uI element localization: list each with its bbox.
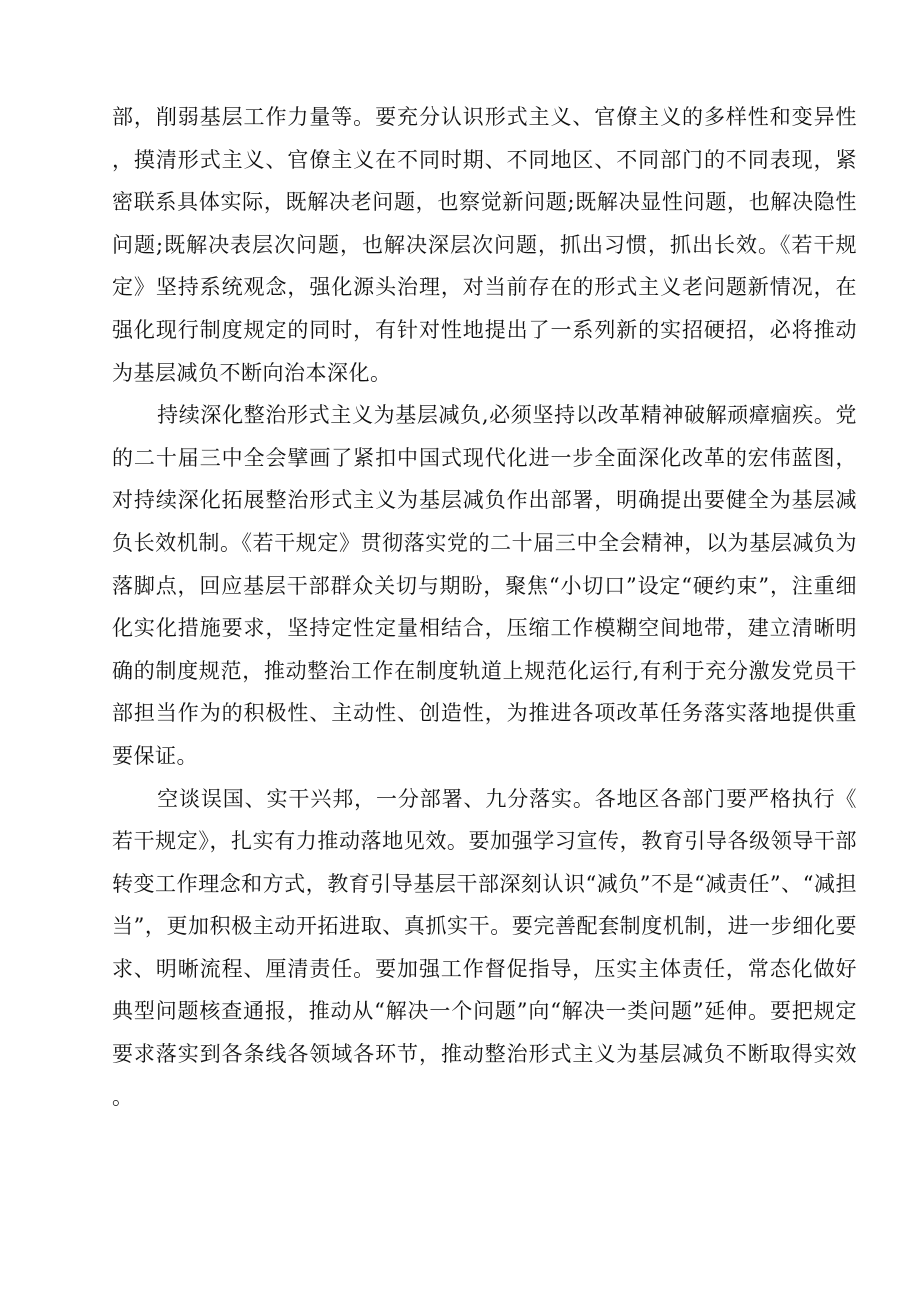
- paragraph-reform-spirit: 持续深化整治形式主义为基层减负,必须坚持以改革精神破解顽瘴痼疾。党的二十届三中全会擘画了紧扣中国式现代化进一步全面深化改革的宏伟蓝图，对持续深化拓展整治形式主义为基层减负作出部署，明确提出要健全为基层减负长效机制。《若干规定》贯彻落实党的二十届三中全会精神，以为基层减负为落脚点，回应基层干部群众关切与期盼，聚焦“小切口”设定“硬约束”，注重细化实化措施要求，坚持定性定量相结合，压缩工作模糊空间地带，建立清晰明确的制度规范，推动整治工作在制度轨道上规范化运行,有利于充分激发党员干部担当作为的积极性、主动性、创造性，为推进各项改革任务落实落地提供重要保证。: [112, 403, 857, 768]
- paragraph-continued: 部，削弱基层工作力量等。要充分认识形式主义、官僚主义的多样性和变异性，摸清形式主义、官僚主义在不同时期、不同地区、不同部门的不同表现，紧密联系具体实际，既解决老问题，也察觉新问题;既解决显性问题，也解决隐性问题;既解决表层次问题，也解决深层次问题，抓出习惯，抓出长效。《若干规定》坚持系统观念，强化源头治理，对当前存在的形式主义老问题新情况，在强化现行制度规定的同时，有针对性地提出了一系列新的实招硬招，必将推动为基层减负不断向治本深化。: [112, 105, 857, 385]
- document-body: [112, 96, 857, 1118]
- paragraph-implementation: 空谈误国、实干兴邦，一分部署、九分落实。各地区各部门要严格执行《若干规定》，扎实有力推动落地见效。要加强学习宣传，教育引导各级领导干部转变工作理念和方式，教育引导基层干部深刻认识“减负”不是“减责任”、“减担当”，更加积极主动开拓进取、真抓实干。要完善配套制度机制，进一步细化要求、明晰流程、厘清责任。要加强工作督促指导，压实主体责任，常态化做好典型问题核查通报，推动从“解决一个问题”向“解决一类问题”延伸。要把规定要求落实到各条线各领域各环节，推动整治形式主义为基层减负不断取得实效。: [112, 786, 857, 1109]
